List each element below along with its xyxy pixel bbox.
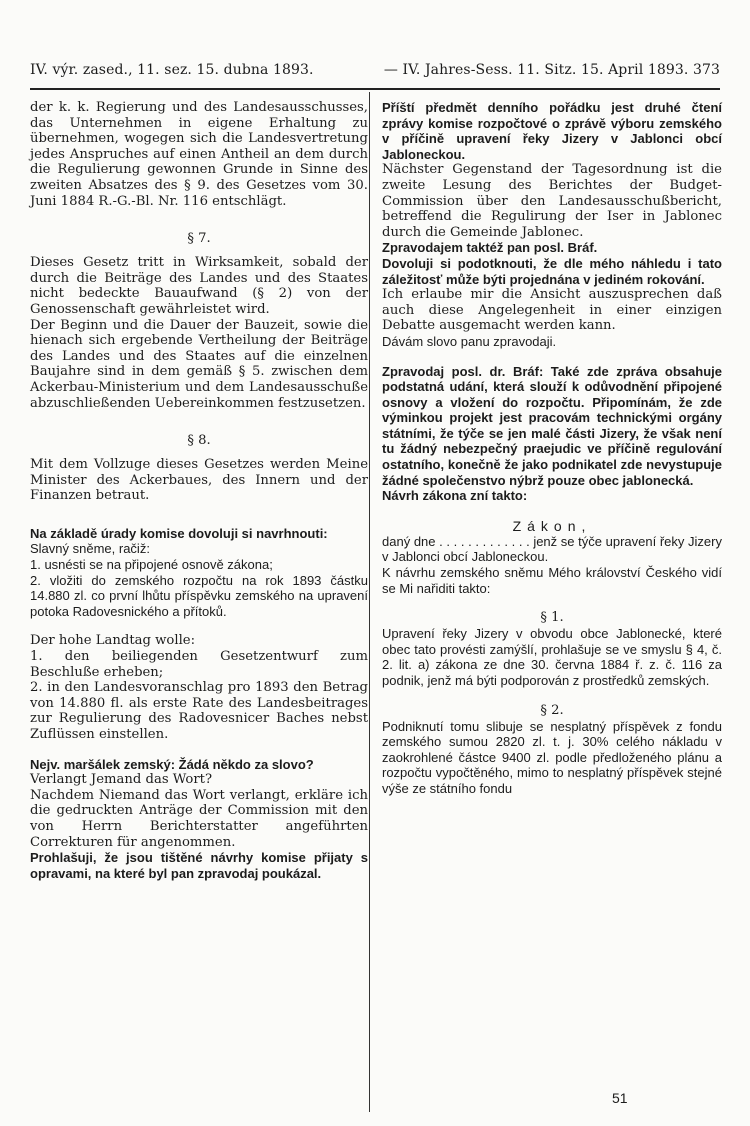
paragraph: Verlangt Jemand das Wort?	[30, 772, 213, 788]
paragraph: Nachdem Niemand das Wort verlangt, erkläre ich die gedruckten Anträge der Commission mit den von Herrn Berichterstatter angeführten Correkturen für angenommen.	[30, 787, 368, 850]
left-column	[30, 100, 368, 881]
paragraph: Upravení řeky Jizery v obvodu obce Jablonecké, které obec tato provésti zamýšlí, prohlašuje se ve smyslu § 4, č. 2. lit. a) zákona ze dne 30. června 1884 ř. z. č. 116 za podnik, jenž má býti podporován z prostředků zemských.	[382, 626, 722, 688]
list-item: 1. usnésti se na připojené osnově zákona;	[30, 557, 273, 573]
header-left: IV. výr. zased., 11. sez. 15. dubna 1893.	[30, 62, 314, 78]
section-title: § 7.	[187, 231, 211, 247]
paragraph: Zpravodajem taktéž pan posl. Bráf.	[382, 240, 598, 256]
paragraph: K návrhu zemského sněmu Mého království Českého vidí se Mi nařiditi takto:	[382, 565, 722, 596]
section-title: § 2.	[540, 702, 564, 718]
list-item: 1. den beiliegenden Gesetzentwurf zum Beschluße erheben;	[30, 649, 368, 680]
paragraph: Podniknutí tomu slibuje se nesplatný příspěvek z fondu zemského sumou 2820 zl. t. j. 30% celého nákladu v zaokrohlené částce 9400 zl. podle předloženého plánu a rozpočtu vypočtěného, mimo to nesplatný příspěvek stejné výše ze státního fondu	[382, 718, 722, 796]
section-title: § 8.	[187, 433, 211, 449]
paragraph: Nächster Gegenstand der Tagesordnung ist die zweite Lesung des Berichtes der Budget-Commission über den Landesausschußbericht, betreffend die Regulirung der Iser in Jablonec durch die Gemeinde Jablonec.	[382, 162, 722, 240]
page-number: 51	[612, 1090, 628, 1106]
paragraph: der k. k. Regierung und des Landesausschusses, das Unternehmen in eigene Erhaltung zu übernehmen, wogegen sich die Landesvertretung jedes Anspruches auf einen Antheil an dem durch die Regulierung gewonnen Grunde in Sinne des zweiten Absatzes des § 9. des Gesetzes vom 30. Juni 1884 R.-G.-Bl. Nr. 116 entschlägt.	[30, 100, 368, 209]
paragraph: Ich erlaube mir die Ansicht auszusprechen daß auch diese Angelegenheit in einer einzigen Debatte ausgemacht werden kann.	[382, 287, 722, 334]
paragraph: Dieses Gesetz tritt in Wirksamkeit, sobald der durch die Beiträge des Landes und des Staates nicht bedeckte Bauaufwand (§ 2) von der Genossenschaft gewährleistet wird.	[30, 255, 368, 317]
paragraph: Prohlašuji, že jsou tištěné návrhy komise přijaty s opravami, na které byl pan zpravodaj poukázal.	[30, 850, 368, 881]
page-header	[30, 62, 720, 86]
speaker-paragraph: Zpravodaj posl. dr. Bráf: Také zde zpráva obsahuje podstatná udání, která slouží k odůvodnění připojené osnovy a vložení do rozpočtu. Připomínám, že zde výminkou projekt jest pracovám technickými orgány státními, že týče se jen malé části Jizery, že však není tu žádný nebezpečný praejudic ve příčině regulování ostatního, konečně že jako podnikatel zde nevystupuje žádné společenstvo nýbrž pouze obec jablonecká.	[382, 363, 722, 488]
list-item: 2. in den Landesvoranschlag pro 1893 den Betrag von 14.880 fl. als erste Rate des Landesbeitrages zur Regulierung des Radovesnicer Baches nebst Zuflüssen einstellen.	[30, 680, 368, 742]
paragraph: Na základě úrady komise dovoluji si navrhnouti:	[30, 525, 328, 541]
law-title: Zákon,	[512, 517, 592, 534]
speaker-paragraph: Nejv. maršálek zemský: Žádá někdo za slovo?	[30, 756, 314, 772]
header-right: — IV. Jahres-Sess. 11. Sitz. 15. April 1893. 373	[383, 62, 720, 78]
paragraph: Dovoluji si podotknouti, že dle mého náhledu i tato záležitosť může býti projednána v jediném rokování.	[382, 255, 722, 287]
paragraph: Der Beginn und die Dauer der Bauzeit, sowie die hienach sich ergebende Vertheilung der Beiträge des Landes und des Staates auf die einzelnen Baujahre sind in dem gemäß § 5. zwischen dem Ackerbau-Ministerium und dem Landesausschuße abzuschließenden Uebereinkommen festzusetzen.	[30, 317, 368, 411]
header-rule	[30, 88, 720, 90]
column-divider	[369, 92, 370, 1112]
paragraph: Dávám slovo panu zpravodaji.	[382, 333, 557, 349]
paragraph: Der hohe Landtag wolle:	[30, 633, 196, 649]
paragraph: Návrh zákona zní takto:	[382, 488, 528, 504]
right-column	[382, 100, 722, 797]
section-title: § 1.	[540, 610, 564, 626]
paragraph: Mit dem Vollzuge dieses Gesetzes werden Meine Minister des Ackerbaues, des Innern und der Finanzen betraut.	[30, 457, 368, 504]
paragraph: daný dne . . . . . . . . . . . . . jenž se týče upravení řeky Jizery v Jablonci obcí Jabloneckou.	[382, 533, 722, 565]
paragraph: Příští předmět denního pořádku jest druhé čtení zprávy komise rozpočtové o zprávě výboru zemského v příčině upravení řeky Jizery v Jablonci obcí Jabloneckou.	[382, 100, 722, 162]
list-item: 2. vložiti do zemského rozpočtu na rok 1893 částku 14.880 zl. co první lhůtu příspěvku zemského na upravení potoka Radovesnického a přítoků.	[30, 572, 368, 619]
paragraph: Slavný sněme, račiž:	[30, 541, 150, 557]
